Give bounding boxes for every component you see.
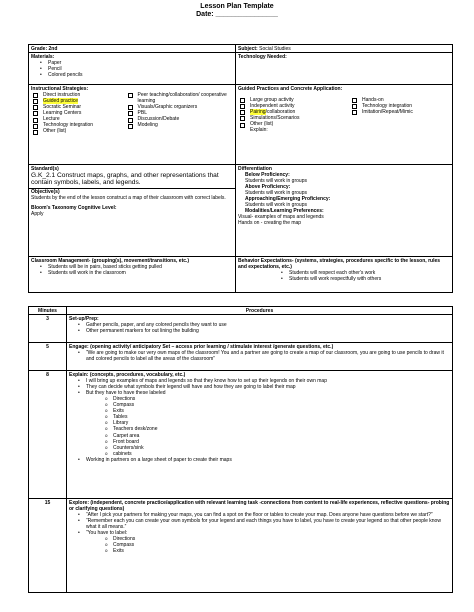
- list-item: • I will bring up examples of maps and legends so that they know how to set up their legends on their own map: [69, 378, 450, 384]
- standards-label: Standard(s): [31, 165, 59, 172]
- sub-item: o Directions: [69, 536, 450, 542]
- minutes-cell: 5: [29, 343, 67, 371]
- list-item: • Students will work in the classroom: [31, 270, 233, 276]
- list-item: • “Remember each you can create your own symbols for your legend and each things you have to label, you have to create your legend so that other people know what it all means.”: [69, 518, 450, 530]
- sub-item: o Counters/sink: [69, 445, 450, 451]
- guided-label: Guided Practices and Concrete Application:: [238, 85, 343, 92]
- instructional-col1: [31, 92, 126, 135]
- sub-item: o Exits: [69, 548, 450, 554]
- objectives-label: Objective(s): [31, 188, 60, 195]
- checkbox-item: Pairing/collaboration: [238, 109, 350, 115]
- checkbox-item: Direct instruction: [31, 92, 126, 98]
- list-item: • Colored pencils: [31, 72, 233, 78]
- checkbox-item: Discussion/Debate: [126, 116, 233, 122]
- highlighted-text: Pairing: [250, 108, 266, 115]
- checkbox-item: Other (list): [238, 121, 350, 127]
- checkbox-item: Socratic Seminar: [31, 104, 126, 110]
- differentiation-cell: Differentiation Below Proficiency: Students will work in groups Above Proficiency: Students will work in groups Approaching/Emerging Proficiency: Students will work in groups Modalities/Learning Preferences: Visual- examples of maps and legends Hands on - creating the map: [236, 165, 453, 257]
- blooms-label: Bloom's Taxonomy Cognitive Level:: [31, 204, 117, 211]
- subject-cell: [236, 45, 453, 53]
- sub-item: o Carpet area: [69, 433, 450, 439]
- minutes-cell: 3: [29, 315, 67, 343]
- checkbox-item: Other (list): [31, 128, 126, 134]
- checkbox-item: Peer teaching/collaboration/ cooperative learning: [126, 92, 233, 104]
- sub-item: o cabinets: [69, 451, 450, 457]
- info-table: [28, 44, 453, 293]
- checkbox-item: Technology integration: [31, 122, 126, 128]
- guided-col1: [238, 97, 350, 134]
- sub-item: o Compass: [69, 542, 450, 548]
- minutes-cell: 15: [29, 499, 67, 593]
- minutes-header: Minutes: [29, 307, 67, 315]
- checkbox-item: Large group activity: [238, 97, 350, 103]
- page-header: [0, 0, 474, 19]
- procedures-table: [28, 306, 453, 593]
- sub-item: o Tables: [69, 414, 450, 420]
- behavior-label: Behavior Expectations- (systems, strategies, procedures specific to the lesson, rules and expectations, etc.): [238, 257, 441, 270]
- standards-cell: [29, 165, 236, 257]
- procedures-header: Procedures: [67, 307, 453, 315]
- classroom-cell: [29, 257, 236, 293]
- subject-value: Social Studies: [257, 45, 291, 52]
- list-item: • But they have to have these labeled: [69, 390, 450, 396]
- standards-text: G.K_2.1 Construct maps, graphs, and other representations that contain symbols, labels, and legends.: [31, 171, 219, 187]
- differentiation-label: Differentiation: [238, 165, 272, 172]
- list-item: • Working in partners on a large sheet of paper to create their maps: [69, 457, 450, 463]
- checkbox-item: Independent activity: [238, 103, 350, 109]
- date-line: Date: ________________: [196, 11, 278, 18]
- minutes-cell: 8: [29, 371, 67, 499]
- behavior-cell: [236, 257, 453, 293]
- sub-item: o Compass: [69, 402, 450, 408]
- list-item: • They can decide what symbols their legend will have and how they are going to label their map: [69, 384, 450, 390]
- materials-label: Materials:: [31, 53, 55, 60]
- list-item: • Students will work respectfully with others: [272, 276, 450, 282]
- sub-item: o Teachers desk/zone: [69, 426, 450, 432]
- list-item: • Students will respect each other's work: [272, 270, 450, 276]
- procedure-explore: Explore: (independent, concrete practice/application with relevant learning task -connections from content to real-life experiences, reflective questions- probing or clarifying questions) • “After I pick your partners for making your maps, you can find a spot on the floor or tables to create your map. Does anyone have questions before we start?” • “Remember each you can create your own symbols for your legend and each things you have to label, you have to create your legend so that other people know what it all means.” • “You have to label: o Directions o Compass o Exits: [67, 499, 453, 593]
- checkbox-item: Simulations/Scenarios: [238, 115, 350, 121]
- technology-cell: Technology Needed:: [236, 53, 453, 85]
- list-item: • “After I pick your partners for making your maps, you can find a spot on the floor or tables to create your map. Does anyone have questions before we start?”: [69, 512, 450, 518]
- list-item: • Pencil: [31, 66, 233, 72]
- list-item: • Gather pencils, paper, and any colored pencils they want to use: [69, 322, 450, 328]
- checkbox-item: Learning Centers: [31, 110, 126, 116]
- classroom-label: Classroom Management- (grouping(s), movement/transitions, etc.): [31, 257, 190, 264]
- blooms-value: Apply: [31, 210, 44, 217]
- instructional-cell: [29, 85, 236, 165]
- sub-item: o Front board: [69, 439, 450, 445]
- procedure-setup: Set-up/Prep: • Gather pencils, paper, and any colored pencils they want to use • Other permanent markers for out lining the building: [67, 315, 453, 343]
- checkbox-item: Hands-on: [350, 97, 450, 103]
- guided-col2: [350, 97, 450, 134]
- sub-item: o Library: [69, 420, 450, 426]
- grade-cell: Grade: 2nd: [29, 45, 236, 53]
- procedure-engage: Engage: (opening activity/ anticipatory Set – access prior learning / stimulate interest /generate questions, etc.) • “We are going to make our very own maps of the classroom! You and a partner are going to create a map of our classroom, you are going to use pencils to draw it and colored pencils to label all the areas of the classroom”: [67, 343, 453, 371]
- sub-item: o Exits: [69, 408, 450, 414]
- materials-cell: [29, 53, 236, 85]
- checkbox-item: Technology integration: [350, 103, 450, 109]
- materials-list: [31, 60, 233, 78]
- list-item: • Other permanent markers for out lining the building: [69, 328, 450, 334]
- checkbox-item: Imitation/Repeat/Mimic: [350, 109, 450, 115]
- sub-item: o Directions: [69, 396, 450, 402]
- instructional-col2: [126, 92, 233, 135]
- instructional-label: Instructional Strategies:: [31, 85, 89, 92]
- list-item: • Students will be in pairs, based sticks getting pulled: [31, 264, 233, 270]
- procedure-explain: Explain: (concepts, procedures, vocabulary, etc.) • I will bring up examples of maps and legends so that they know how to set up their legends on their own map • They can decide what symbols their legend will have and how they are going to label their map • But they have to have these labeled o Directions o Compass o Exits o Tables o Library o Teachers desk/zone o Carpet area o Front board o Counters/sink o cabinets • Working in partners on a large sheet of paper to create their maps: [67, 371, 453, 499]
- guided-explain: Explain:: [250, 127, 268, 134]
- list-item: • Paper: [31, 60, 233, 66]
- subject-label: Subject:: [238, 45, 258, 52]
- checkbox-item: Lecture: [31, 116, 126, 122]
- checkbox-item: Modeling: [126, 122, 233, 128]
- list-item: • “You have to label:: [69, 530, 450, 536]
- page-title: Lesson Plan Template: [200, 3, 274, 10]
- objectives-text: Students by the end of the lesson construct a map of their classroom with correct labels.: [31, 194, 226, 201]
- checkbox-item: PBL: [126, 110, 233, 116]
- checkbox-item: Visuals/Graphic organizers: [126, 104, 233, 110]
- guided-cell: [236, 85, 453, 165]
- highlighted-text: Guided practice: [43, 97, 79, 104]
- list-item: • “We are going to make our very own maps of the classroom! You and a partner are going to create a map of our classroom, you are going to use pencils to draw it and colored pencils to label all the areas of the classroom”: [69, 350, 450, 362]
